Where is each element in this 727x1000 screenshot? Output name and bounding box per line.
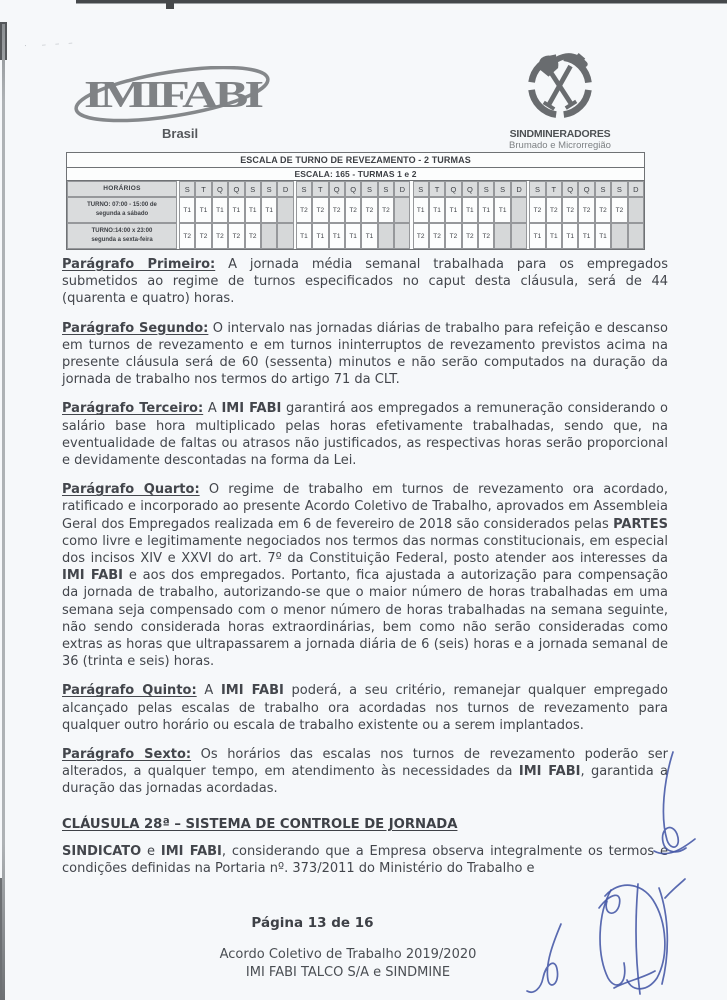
shift-cell — [378, 223, 394, 249]
shift-cell — [277, 223, 293, 249]
day-header-cell: S — [478, 181, 494, 197]
table-row-label-line2: segunda a sábado — [95, 211, 149, 217]
table-week-group — [296, 197, 411, 223]
shift-cell: T2 — [345, 197, 361, 223]
table-row-cells — [179, 197, 644, 223]
sindmineradores-logo-subtitle: Brumado e Microrregião — [509, 140, 611, 151]
shift-schedule-table — [66, 152, 645, 250]
shift-cell: T2 — [296, 197, 312, 223]
signature-large-scribble — [599, 879, 685, 994]
signatures-overlay — [515, 738, 727, 1000]
shift-cell: T2 — [546, 197, 562, 223]
shift-cell: T2 — [228, 223, 244, 249]
shift-cell: T1 — [429, 197, 445, 223]
sindmineradores-logo — [478, 46, 642, 151]
paragraph: Parágrafo Primeiro: A jornada média semanal trabalhada para os empregados submetidos ao regime de turnos especificados no caput desta cláusula, será de 44 (quarenta e quatro) horas. — [62, 257, 668, 307]
shift-cell: T1 — [595, 223, 611, 249]
table-row-label — [67, 223, 177, 249]
day-header-cell: D — [511, 181, 527, 197]
day-header-cell: S — [296, 181, 312, 197]
shift-cell — [394, 223, 410, 249]
day-header-cell: Q — [329, 181, 345, 197]
footer-doc-parties: IMI FABI TALCO S/A e SINDMINE — [245, 965, 451, 980]
shift-cell — [494, 223, 510, 249]
paragraph: Parágrafo Terceiro: A IMI FABI garantirá aos empregados a remuneração considerando o salário base hora multiplicado pelas horas efetivamente trabalhadas, sendo que, na eventualidade de faltas ou atrasos não justificados, as respectivas horas serão proporcional e devidamente descontadas na forma da Lei. — [62, 401, 668, 469]
day-header-cell: T — [195, 181, 211, 197]
table-day-header-row — [67, 181, 644, 197]
paragraph: SINDICATO e IMI FABI, considerando que a Empresa observa integralmente os termos e condições definidas na Portaria nº. 373/2011 do Ministério do Trabalho e — [62, 843, 668, 877]
paragraph-heading: Parágrafo Terceiro: — [62, 401, 204, 417]
table-row-label-line2: segunda a sexta-feira — [91, 237, 153, 243]
day-header-cell: T — [312, 181, 328, 197]
shift-cell: T1 — [345, 223, 361, 249]
scan-edge-left-line-bottom — [0, 878, 2, 1000]
day-header-cell: D — [628, 181, 644, 197]
day-header-cell: S — [413, 181, 429, 197]
shift-cell — [261, 223, 277, 249]
shift-cell: T2 — [179, 223, 195, 249]
table-row-label-line1: TURNO:14:00 x 23:00 — [91, 227, 153, 234]
shift-cell: T1 — [578, 223, 594, 249]
shift-cell — [277, 197, 293, 223]
day-header-cell: S — [378, 181, 394, 197]
table-week-group — [529, 223, 644, 249]
table-row-cells — [179, 223, 644, 249]
clause-heading: CLÁUSULA 28ª – SISTEMA DE CONTROLE DE JORNADA — [62, 816, 458, 832]
shift-cell: T2 — [611, 197, 627, 223]
page-number: Página 13 de 16 — [251, 915, 374, 931]
day-header-cell: S — [179, 181, 195, 197]
shift-cell: T2 — [195, 223, 211, 249]
day-header-cell: Q — [228, 181, 244, 197]
table-week-group — [529, 181, 644, 197]
day-header-cell: S — [245, 181, 261, 197]
scan-edge-left-line — [2, 24, 5, 1000]
shift-cell: T1 — [494, 197, 510, 223]
paragraph: Parágrafo Quinto: A IMI FABI poderá, a seu critério, remanejar qualquer empregado alcançado pelas escalas de trabalho ora acordadas nos turnos de revezamento para qualquer outro horário ou escala de trabalho existente ou a serem implantados. — [62, 683, 668, 733]
day-header-cell: S — [595, 181, 611, 197]
shift-cell: T2 — [478, 223, 494, 249]
miners-crossed-tools-icon — [512, 46, 608, 132]
paragraph-heading: Parágrafo Quinto: — [62, 683, 197, 699]
table-week-group — [296, 223, 411, 249]
day-header-cell: D — [394, 181, 410, 197]
table-day-header-weeks — [179, 181, 644, 197]
day-header-cell: Q — [462, 181, 478, 197]
day-header-cell: S — [494, 181, 510, 197]
shift-cell: T2 — [212, 223, 228, 249]
shift-cell: T1 — [546, 223, 562, 249]
shift-cell: T1 — [445, 197, 461, 223]
day-header-cell: S — [361, 181, 377, 197]
shift-cell: T1 — [179, 197, 195, 223]
shift-cell: T1 — [212, 197, 228, 223]
shift-cell: T1 — [261, 197, 277, 223]
day-header-cell: T — [546, 181, 562, 197]
shift-cell: T2 — [312, 197, 328, 223]
paragraph: Parágrafo Sexto: Os horários das escalas nos turnos de revezamento poderão ser alterados, a qualquer tempo, em atendimento às necessidades da IMI FABI, garantida a duração das jornadas acordadas. — [62, 747, 668, 797]
shift-cell: T2 — [413, 223, 429, 249]
sindmineradores-logo-title: SINDMINERADORES — [509, 128, 611, 140]
day-header-cell: T — [429, 181, 445, 197]
shift-cell: T2 — [562, 197, 578, 223]
shift-cell — [611, 223, 627, 249]
day-header-cell: S — [529, 181, 545, 197]
day-header-cell: S — [611, 181, 627, 197]
table-row — [67, 197, 644, 223]
shift-cell: T1 — [195, 197, 211, 223]
shift-cell: T1 — [329, 223, 345, 249]
day-header-cell: Q — [578, 181, 594, 197]
table-corner-cell: HORÁRIOS — [67, 181, 177, 197]
day-header-cell: S — [261, 181, 277, 197]
paragraph-heading: Parágrafo Sexto: — [62, 747, 192, 763]
imifabi-logo-subtitle: Brasil — [162, 126, 199, 141]
table-title: ESCALA DE TURNO DE REVEZAMENTO - 2 TURMAS — [67, 153, 644, 168]
shift-cell — [628, 223, 644, 249]
shift-cell: T2 — [245, 223, 261, 249]
table-week-group — [296, 181, 411, 197]
shift-cell: T1 — [228, 197, 244, 223]
shift-cell: T1 — [413, 197, 429, 223]
day-header-cell: Q — [562, 181, 578, 197]
day-header-cell: Q — [445, 181, 461, 197]
pencil-mark: · – – – — [23, 38, 77, 52]
paragraph-heading: Parágrafo Quarto: — [62, 482, 200, 498]
footer-doc-title: Acordo Coletivo de Trabalho 2019/2020 — [219, 947, 477, 962]
table-week-group — [413, 181, 528, 197]
shift-cell: T2 — [595, 197, 611, 223]
shift-cell: T2 — [445, 223, 461, 249]
shift-cell: T1 — [361, 223, 377, 249]
table-week-group — [413, 197, 528, 223]
shift-cell — [511, 223, 527, 249]
paragraph: Parágrafo Segundo: O intervalo nas jornadas diárias de trabalho para refeição e descanso em turnos de revezamento e em turnos ininterruptos de revezamento previstos acima na presente cláusula será de 60 (sessenta) minutos e não serão computados na duração da jornada de trabalho nos termos do artigo 71 da CLT. — [62, 320, 668, 388]
svg-text:IMIFABI: IMIFABI — [84, 74, 263, 116]
shift-cell: T1 — [562, 223, 578, 249]
paragraph-heading: Parágrafo Primeiro: — [62, 257, 216, 272]
shift-cell — [511, 197, 527, 223]
table-week-group — [413, 223, 528, 249]
shift-cell: T2 — [429, 223, 445, 249]
signature-right-margin — [654, 752, 695, 854]
shift-cell: T2 — [361, 197, 377, 223]
day-header-cell: Q — [345, 181, 361, 197]
shift-cell — [628, 197, 644, 223]
shift-cell: T1 — [462, 197, 478, 223]
signature-small — [527, 924, 561, 992]
shift-cell: T1 — [245, 197, 261, 223]
shift-cell: T1 — [296, 223, 312, 249]
shift-cell: T1 — [529, 223, 545, 249]
imifabi-logo-icon — [70, 66, 280, 130]
shift-cell: T1 — [312, 223, 328, 249]
table-week-group — [179, 197, 294, 223]
day-header-cell: D — [277, 181, 293, 197]
shift-cell: T2 — [529, 197, 545, 223]
table-row-label — [67, 197, 177, 223]
scan-edge-notch — [166, 0, 174, 9]
table-week-group — [529, 197, 644, 223]
paragraph-heading: Parágrafo Segundo: — [62, 320, 209, 336]
day-header-cell: Q — [212, 181, 228, 197]
shift-cell: T2 — [329, 197, 345, 223]
paragraph: Parágrafo Quarto: O regime de trabalho em turnos de revezamento ora acordado, ratificado e incorporado ao presente Acordo Coletivo de Trabalho, aprovados em Assembleia Geral dos Empregados realizada em 6 de fevereiro de 2018 são considerados pelas PARTES como livre e legitimamente negociados nos termos das normas constitucionais, em especial dos incisos XIV e XXVI do art. 7º da Constituição Federal, posto atender aos interesses da IMI FABI e aos dos empregados. Portanto, fica ajustada a autorização para compensação da jornada de trabalho, autorizando-se que o maior número de horas trabalhadas em uma semana seja compensado com o menor número de horas trabalhadas na semana seguinte, não sendo considerada horas extraordinárias, bem como não serão consideradas como extras as horas que ultrapassarem a jornada diária de 6 (seis) horas e a jornada semanal de 36 (trinta e seis) horas. — [62, 482, 668, 670]
shift-cell — [394, 197, 410, 223]
shift-cell: T2 — [462, 223, 478, 249]
shift-cell: T2 — [378, 197, 394, 223]
table-row-label-line1: TURNO: 07:00 - 15:00 de — [87, 201, 157, 208]
shift-cell: T1 — [478, 197, 494, 223]
table-week-group — [179, 181, 294, 197]
table-subtitle: ESCALA: 165 - TURMAS 1 e 2 — [67, 168, 644, 181]
shift-cell: T2 — [578, 197, 594, 223]
table-week-group — [179, 223, 294, 249]
table-row — [67, 223, 644, 249]
imifabi-logo — [70, 66, 280, 141]
